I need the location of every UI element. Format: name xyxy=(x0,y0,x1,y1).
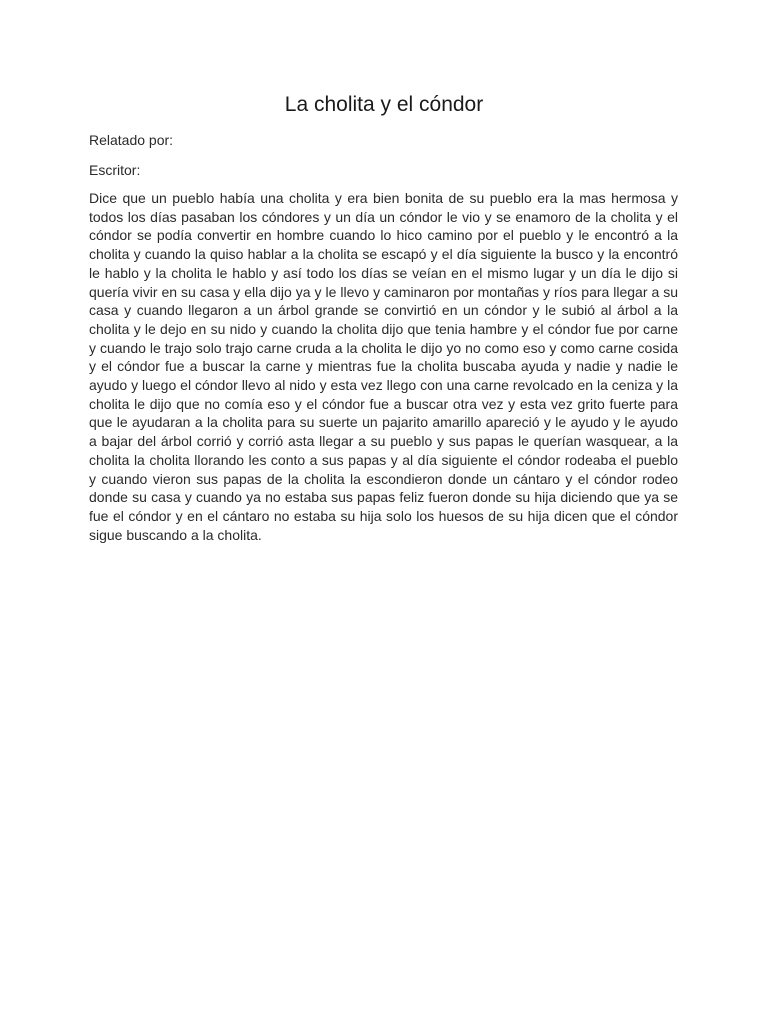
document-title: La cholita y el cóndor xyxy=(284,93,484,116)
story-body-paragraph: Dice que un pueblo había una cholita y era bien bonita de su pueblo era la mas hermosa y todos los días pasaban los cóndores y un día un cóndor le vio y se enamoro de la cholita y el cóndor se podía convertir en hombre cuando lo hico camino por el pueblo y le encontró a la cholita y cuando la quiso hablar a la cholita se escapó y el día siguiente la busco y la encontró le hablo y la cholita le hablo y así todo los días se veían en el mismo lugar y un día le dijo si quería vivir en su casa y ella dijo ya y le llevo y caminaron por montañas y ríos para llegar a su casa y cuando llegaron a un árbol grande se convirtió en un cóndor y le subió al árbol a la cholita y le dejo en su nido y cuando la cholita dijo que tenia hambre y el cóndor fue por carne y cuando le trajo solo trajo carne cruda a la cholita le dijo yo no como eso y como carne cosida y el cóndor fue a buscar la carne y mientras fue la cholita buscaba ayuda y nadie y nadie le ayudo y luego el cóndor llevo al nido y esta vez llego con una carne revolcado en la ceniza y la cholita le dijo que no comía eso y el cóndor fue a buscar otra vez y esta vez grito fuerte para que le ayudaran a la cholita para su suerte un pajarito amarillo apareció y le ayudo y le ayudo a bajar del árbol corrió y corrió asta llegar a su pueblo y sus papas le querían wasquear, a la cholita la cholita llorando les conto a sus papas y al día siguiente el cóndor rodeaba el pueblo y cuando vieron sus papas de la cholita la escondieron donde un cántaro y el cóndor rodeo donde su casa y cuando ya no estaba sus papas feliz fueron donde su hija diciendo que ya se fue el cóndor y en el cántaro no estaba su hija solo los huesos de su hija dicen que el cóndor sigue buscando a la cholita. xyxy=(89,190,678,543)
writer-label: Escritor: xyxy=(89,162,141,178)
narrated-by-label: Relatado por: xyxy=(89,132,174,148)
